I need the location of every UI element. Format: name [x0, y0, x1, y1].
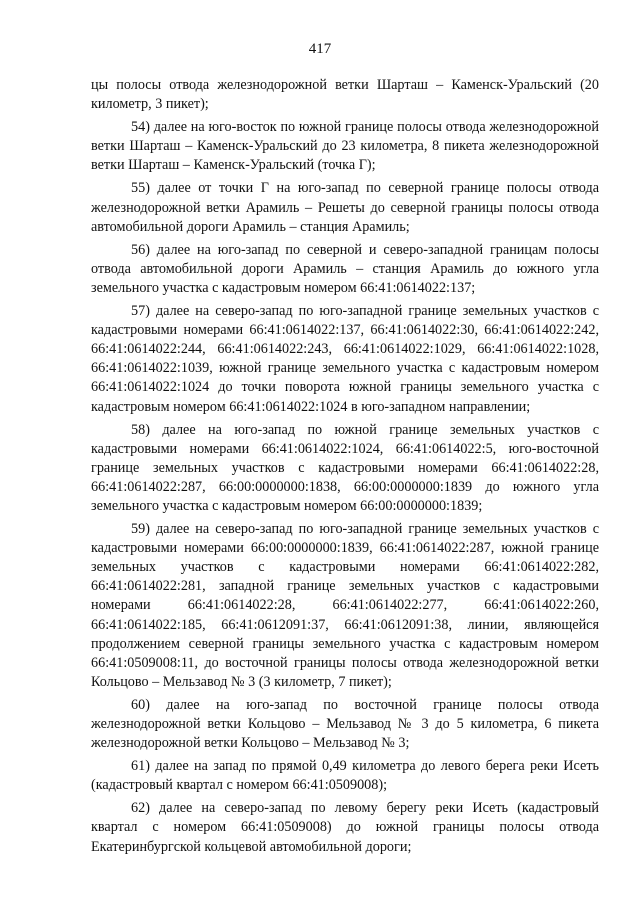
paragraph-58: 58) далее на юго-запад по южной границе земельных участков с кадастровыми номерами 66:41:0614022:1024, 66:41:0614022:5, юго-восточной границе земельных участков с кадастровыми номерами 66:41:0614022:28, 66:41:0614022:287, 66:00:0000000:1838, 66:00:0000000:1839 до южного угла земельного участка с кадастровым номером 66:00:0000000:1839;: [91, 421, 599, 514]
paragraph-55: 55) далее от точки Г на юго-запад по северной границе полосы отвода железнодорожной ветки Арамиль – Решеты до северной границы полосы отвода автомобильной дороги Арамиль – станция Арамиль;: [91, 180, 599, 235]
paragraph-62: 62) далее на северо-запад по левому берегу реки Исеть (кадастровый квартал с номером 66:41:0509008) до южной границы полосы отвода Екатеринбургской кольцевой автомобильной дороги;: [91, 800, 599, 855]
page-number: 417: [308, 41, 332, 57]
paragraph-54: 54) далее на юго-восток по южной границе полосы отвода железнодорожной ветки Шарташ – Каменск-Уральский до 23 километра, 8 пикета железнодорожной ветки Шарташ – Каменск-Уральский (точка Г);: [91, 119, 599, 174]
document-body: [91, 76, 599, 861]
paragraph-57: 57) далее на северо-запад по юго-западной границе земельных участков с кадастровыми номерами 66:41:0614022:137, 66:41:0614022:30, 66:41:0614022:242, 66:41:0614022:244, 66:41:0614022:243, 66:41:0614022:1029, 66:41:0614022:1028, 66:41:0614022:1039, южной границе земельного участка с кадастровым номером 66:41:0614022:1024 до точки поворота южной границы земельного участка с кадастровым номером 66:41:0614022:1024 в юго-западном направлении;: [91, 303, 599, 415]
paragraph-59: 59) далее на северо-запад по юго-западной границе земельных участков с кадастровыми номерами 66:00:0000000:1839, 66:41:0614022:287, южной границе земельных участков с кадастровыми номерами 66:41:0614022:282, 66:41:0614022:281, западной границе земельных участков с кадастровыми номерами 66:41:0614022:28, 66:41:0614022:277, 66:41:0614022:260, 66:41:0614022:185, 66:41:0612091:37, 66:41:0612091:38, линии, являющейся продолжением северной границы земельного участка с кадастровым номером 66:41:0509008:11, до восточной границы полосы отвода железнодорожной ветки Кольцово – Мельзавод № 3 (3 километр, 7 пикет);: [91, 521, 599, 690]
paragraph-61: 61) далее на запад по прямой 0,49 километра до левого берега реки Исеть (кадастровый квартал с номером 66:41:0509008);: [91, 758, 599, 794]
paragraph-continuation: цы полосы отвода железнодорожной ветки Шарташ – Каменск-Уральский (20 километр, 3 пикет);: [91, 77, 599, 113]
paragraph-56: 56) далее на юго-запад по северной и северо-западной границам полосы отвода автомобильной дороги Арамиль – станция Арамиль до южного угла земельного участка с кадастровым номером 66:41:0614022:137;: [91, 241, 599, 296]
paragraph-60: 60) далее на юго-запад по восточной границе полосы отвода железнодорожной ветки Кольцово – Мельзавод № 3 до 5 километра, 6 пикета железнодорожной ветки Кольцово – Мельзавод № 3;: [91, 696, 599, 752]
